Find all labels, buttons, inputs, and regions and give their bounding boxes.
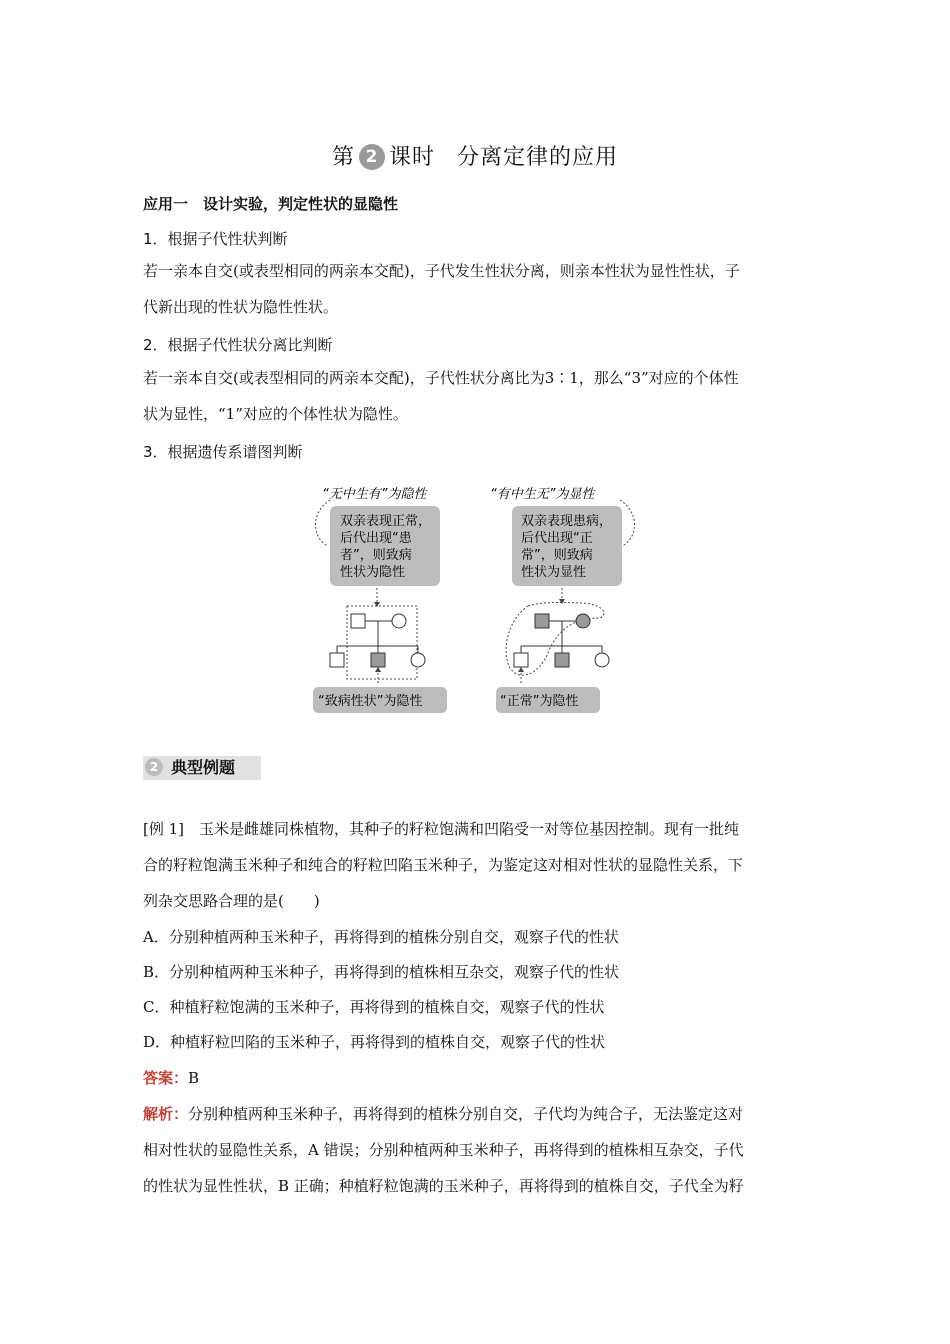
section1-line1: 若一亲本自交(或表型相同的两亲本交配)，子代发生性状分离，则亲本性状为显性性状，子 — [143, 262, 740, 280]
pedigree-diagram — [300, 478, 660, 723]
section-label: 典型例题 — [171, 758, 236, 777]
answer-line — [143, 1061, 813, 1096]
title-prefix: 第 — [331, 145, 355, 170]
left-box-line1: 双亲表现正常， — [340, 514, 432, 529]
example-tag: [例 1] — [143, 820, 185, 838]
left-header: “无中生有”为隐性 — [322, 487, 427, 502]
example-question-line3: 列杂交思路合理的是( ) — [143, 892, 320, 910]
right-footer: “正常”为隐性 — [500, 694, 579, 709]
left-footer: “致病性状”为隐性 — [318, 694, 423, 709]
title-suffix: 课时 — [388, 145, 435, 170]
right-box-line1: 双亲表现患病， — [521, 514, 613, 529]
left-box-line3: 者”，则致病 — [340, 548, 412, 563]
right-father-affected — [535, 614, 549, 628]
left-child-affected-male — [371, 653, 385, 667]
right-box-line4: 性状为显性 — [521, 565, 587, 580]
application-heading: 应用一 设计实验，判定性状的显隐性 — [143, 195, 399, 213]
page-title — [0, 140, 950, 171]
analysis-line2: 相对性状的显隐性关系，A 错误；分别种植两种玉米种子，再将得到的植株相互杂交，子代 — [143, 1141, 744, 1159]
section1-title: 1．根据子代性状判断 — [143, 230, 288, 248]
right-child-normal-female — [595, 653, 609, 667]
left-child-normal-female — [411, 653, 425, 667]
typical-examples-header — [143, 756, 261, 780]
right-mother-affected — [576, 614, 590, 628]
analysis-label: 解析： — [143, 1105, 189, 1123]
right-child-normal-male — [514, 653, 528, 667]
section-number-icon: 2 — [145, 758, 163, 776]
example-line1 — [143, 812, 813, 847]
example-question-line1: 玉米是雌雄同株植物，其种子的籽粒饱满和凹陷受一对等位基因控制。现有一批纯 — [199, 820, 740, 838]
right-child-affected-male — [555, 653, 569, 667]
left-child-normal-male — [330, 653, 344, 667]
example-question-line2: 合的籽粒饱满玉米种子和纯合的籽粒凹陷玉米种子，为鉴定这对相对性状的显隐性关系，下 — [143, 856, 744, 874]
option-b: B．分别种植两种玉米种子，再将得到的植株相互杂交，观察子代的性状 — [143, 963, 620, 981]
left-mother-normal — [392, 614, 406, 628]
section1-line2: 代新出现的性状为隐性性状。 — [143, 298, 339, 316]
lesson-number-badge: 2 — [359, 144, 385, 170]
right-box-line3: 常”，则致病 — [521, 548, 593, 563]
left-box-line4: 性状为隐性 — [340, 565, 406, 580]
analysis-line1: 分别种植两种玉米种子，再将得到的植株分别自交，子代均为纯合子，无法鉴定这对 — [188, 1105, 744, 1123]
answer-value: B — [188, 1069, 200, 1087]
left-box-line2: 后代出现“患 — [340, 531, 412, 546]
left-father-normal — [351, 614, 365, 628]
option-d: D．种植籽粒凹陷的玉米种子，再将得到的植株自交，观察子代的性状 — [143, 1033, 606, 1051]
option-a: A．分别种植两种玉米种子，再将得到的植株分别自交，观察子代的性状 — [143, 928, 619, 946]
section2-line1: 若一亲本自交(或表型相同的两亲本交配)，子代性状分离比为3∶1，那么“3”对应的个体性 — [143, 369, 739, 387]
right-box-line2: 后代出现“正 — [521, 531, 593, 546]
title-topic: 分离定律的应用 — [457, 145, 619, 170]
right-header: “有中生无”为显性 — [490, 487, 595, 502]
section2-line2: 状为显性，“1”对应的个体性状为隐性。 — [143, 405, 408, 423]
option-c: C．种植籽粒饱满的玉米种子，再将得到的植株自交，观察子代的性状 — [143, 998, 605, 1016]
section3-title: 3．根据遗传系谱图判断 — [143, 443, 303, 461]
section2-title: 2．根据子代性状分离比判断 — [143, 336, 333, 354]
answer-label: 答案： — [143, 1069, 189, 1087]
analysis-line1-row — [143, 1097, 813, 1132]
analysis-line3: 的性状为显性性状，B 正确；种植籽粒饱满的玉米种子，再将得到的植株自交，子代全为籽 — [143, 1177, 744, 1195]
